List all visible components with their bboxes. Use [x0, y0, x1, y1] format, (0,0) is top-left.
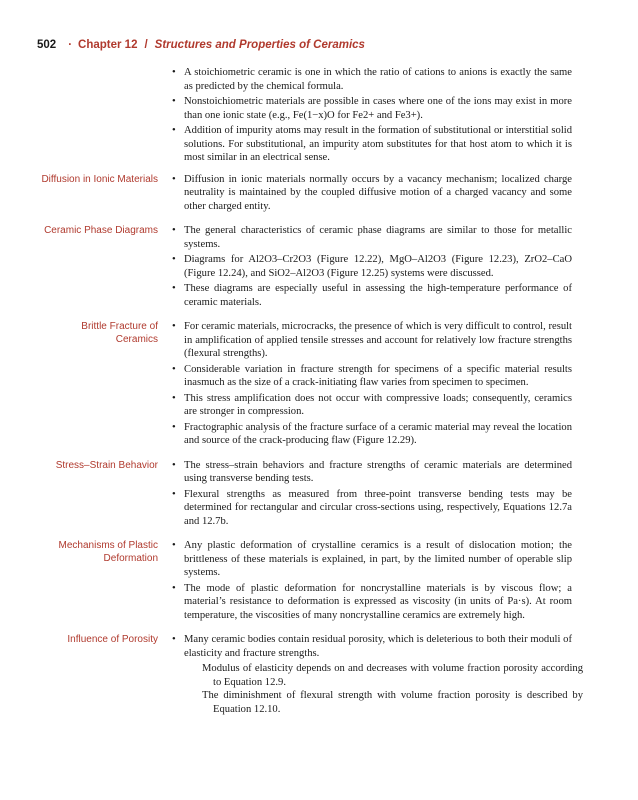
section-diffusion [0, 173, 638, 214]
sub-item: The diminishment of flexural strength with volume fraction porosity is described by Equation 12.10. [202, 690, 583, 715]
bullet-dot: • [172, 125, 176, 136]
bullet-dot: • [172, 254, 176, 265]
bullet-dot: • [172, 363, 176, 375]
bullet-item [172, 539, 572, 580]
bullet-dot: • [172, 283, 176, 294]
bullet-dot: • [172, 392, 176, 404]
separator-dot: · [68, 39, 73, 51]
bullet-dot: • [172, 421, 176, 433]
bullet-dot: • [172, 67, 176, 78]
bullet-text: Many ceramic bodies contain residual porosity, which is deleterious to both their moduli of elasticity and fracture strengths. [184, 634, 572, 659]
bullet-item [172, 421, 572, 448]
margin-heading: Brittle Fracture of Ceramics [81, 321, 158, 345]
bullet-item [172, 253, 572, 280]
bullet-list [0, 66, 638, 165]
bullet-item [172, 224, 572, 251]
bullet-item [172, 95, 572, 122]
bullet-text: The mode of plastic deformation for noncrystalline materials is by viscous flow; a material’s resistance to deformation is expressed as viscosity (in units of Pa·s). At room temperature, the viscosities of many noncrystalline ceramics are extremely high. [184, 582, 572, 621]
bullet-text: Any plastic deformation of crystalline ceramics is a result of dislocation motion; the brittleness of these materials is explained, in part, by the limited number of operable slip systems. [184, 540, 572, 578]
bullet-item [172, 633, 572, 660]
bullet-dot: • [172, 540, 176, 551]
bullet-item [172, 392, 572, 419]
bullet-item [172, 582, 572, 623]
margin-heading: Ceramic Phase Diagrams [44, 225, 158, 236]
bullet-item [172, 363, 572, 390]
summary-content [0, 66, 638, 716]
margin-heading: Mechanisms of Plastic Deformation [58, 540, 158, 564]
bullet-item [172, 282, 572, 309]
bullet-text: Nonstoichiometric materials are possible in cases where one of the ions may exist in more than one ionic state (e.g., Fe(1−x)O for Fe2+ and Fe3+). [184, 96, 572, 121]
bullet-dot: • [172, 321, 176, 332]
section-stress-strain [0, 459, 638, 529]
bullet-dot: • [172, 96, 176, 107]
bullet-item [172, 320, 572, 361]
chapter-label: Chapter 12 [78, 39, 138, 51]
margin-heading: Influence of Porosity [67, 634, 158, 645]
running-header [37, 39, 597, 51]
page-number: 502 [37, 39, 57, 51]
bullet-text: Flexural strengths as measured from three-point transverse bending tests may be determined for rectangular and circular cross-sections using, respectively, Equations 12.7a and 12.7b. [184, 488, 572, 527]
bullet-item [172, 488, 572, 529]
separator-slash: / [144, 39, 148, 51]
bullet-item [172, 459, 572, 486]
bullet-dot: • [172, 582, 176, 594]
bullet-item [172, 173, 572, 214]
bullet-dot: • [172, 488, 176, 500]
bullet-item [172, 124, 572, 165]
bullet-text: For ceramic materials, microcracks, the presence of which is very difficult to control, result in amplification of applied tensile stresses and account for relatively low fracture strengths (flexural strengths). [184, 321, 572, 359]
bullet-text: Addition of impurity atoms may result in the formation of substitutional or interstitial solid solutions. For substitutional, an impurity atom substitutes for that host atom to which it is most similar in an electrical sense. [184, 125, 572, 163]
bullet-dot: • [172, 459, 176, 471]
chapter-title: Structures and Properties of Ceramics [154, 39, 365, 51]
bullet-text: Diffusion in ionic materials normally occurs by a vacancy mechanism; localized charge neutrality is maintained by the coupled diffusive motion of a charged vacancy and some other charged entity. [184, 173, 572, 212]
bullet-text: These diagrams are especially useful in assessing the high-temperature performance of ceramic materials. [184, 283, 572, 308]
bullet-text: Considerable variation in fracture strength for specimens of a specific material results inasmuch as the size of a crack-initiating flaw varies from specimen to specimen. [184, 363, 572, 388]
bullet-text: The stress–strain behaviors and fracture strengths of ceramic materials are determined using transverse bending tests. [184, 459, 572, 484]
margin-heading: Stress–Strain Behavior [55, 459, 158, 471]
section-porosity [0, 633, 638, 716]
section-brittle-fracture [0, 320, 638, 448]
section-plastic-deformation [0, 539, 638, 622]
bullet-text: A stoichiometric ceramic is one in which the ratio of cations to anions is exactly the same as predicted by the chemical formula. [184, 67, 572, 92]
bullet-dot: • [172, 173, 176, 185]
bullet-text: Diagrams for Al2O3–Cr2O3 (Figure 12.22), MgO–Al2O3 (Figure 12.23), ZrO2–CaO (Figure 12.24), and SiO2–Al2O3 (Figure 12.25) systems were discussed. [184, 254, 572, 279]
bullet-dot: • [172, 634, 176, 645]
section-phase-diagrams [0, 224, 638, 309]
bullet-text: The general characteristics of ceramic phase diagrams are similar to those for metallic systems. [184, 225, 572, 250]
bullet-item [172, 66, 572, 93]
bullet-dot: • [172, 225, 176, 236]
section-stoichiometry [0, 66, 638, 165]
sub-item: Modulus of elasticity depends on and decreases with volume fraction porosity according to Equation 12.9. [202, 663, 583, 688]
bullet-text: Fractographic analysis of the fracture surface of a ceramic material may reveal the location and source of the crack-producing flaw (Figure 12.29). [184, 421, 572, 446]
margin-heading: Diffusion in Ionic Materials [41, 173, 158, 185]
bullet-text: This stress amplification does not occur with compressive loads; consequently, ceramics are stronger in compression. [184, 392, 572, 417]
